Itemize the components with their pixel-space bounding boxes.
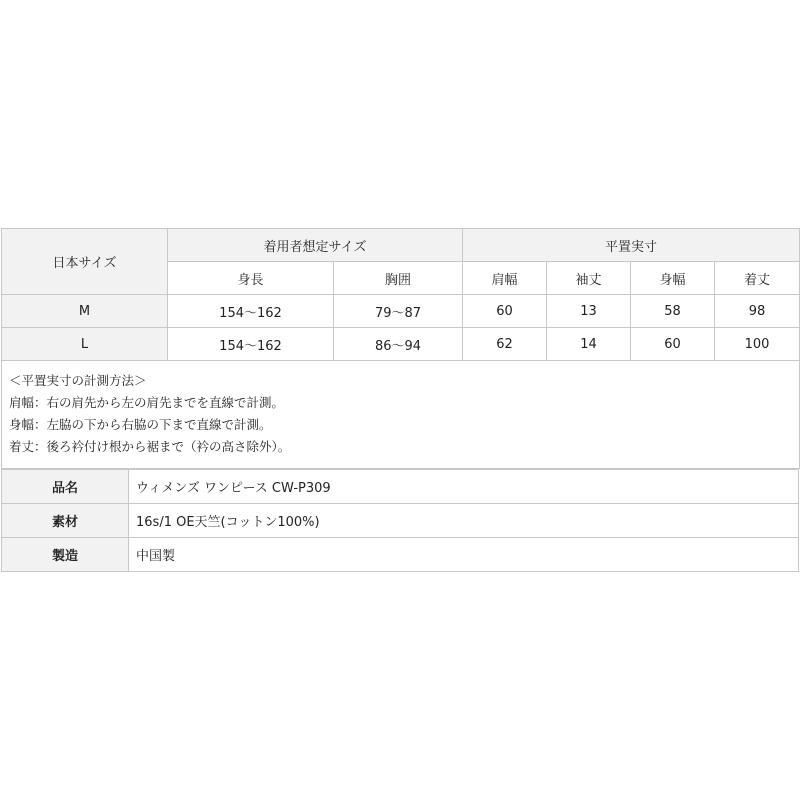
- wearer-size-header: 着用者想定サイズ: [168, 229, 463, 262]
- sleeve-length-header: 袖丈: [547, 262, 631, 295]
- table-cell: 154〜162: [168, 295, 334, 328]
- material-value: 16s/1 OE天竺(コットン100%): [129, 504, 799, 538]
- height-header: 身長: [168, 262, 334, 295]
- table-cell: 100: [715, 328, 800, 361]
- body-width-header: 身幅: [631, 262, 715, 295]
- product-name-label: 品名: [2, 470, 129, 504]
- flat-measurement-header: 平置実寸: [463, 229, 800, 262]
- table-cell: 60: [463, 295, 547, 328]
- japan-size-header: 日本サイズ: [2, 229, 168, 295]
- chest-header: 胸囲: [334, 262, 463, 295]
- product-info-table: [1, 469, 799, 572]
- table-cell: 98: [715, 295, 800, 328]
- manufacture-value: 中国製: [129, 538, 799, 572]
- note-length: 着丈：後ろ衿付け根から裾まで（衿の高さ除外）。: [9, 439, 291, 454]
- table-row: [2, 470, 799, 504]
- measurement-notes: [2, 361, 800, 469]
- table-row: [2, 538, 799, 572]
- measurement-notes-row: [2, 361, 800, 469]
- size-header-row: [2, 229, 800, 262]
- material-label: 素材: [2, 504, 129, 538]
- note-shoulder: 肩幅：右の肩先から左の肩先までを直線で計測。: [9, 395, 285, 410]
- size-label: M: [2, 295, 168, 328]
- product-name-value: ウィメンズ ワンピース CW-P309: [129, 470, 799, 504]
- total-length-header: 着丈: [715, 262, 800, 295]
- note-body-width: 身幅：左脇の下から右脇の下まで直線で計測。: [9, 417, 272, 432]
- table-row: [2, 328, 800, 361]
- table-cell: 60: [631, 328, 715, 361]
- table-cell: 79〜87: [334, 295, 463, 328]
- table-cell: 154〜162: [168, 328, 334, 361]
- manufacture-label: 製造: [2, 538, 129, 572]
- notes-title: ＜平置実寸の計測方法＞: [9, 373, 147, 388]
- table-row: [2, 504, 799, 538]
- size-label: L: [2, 328, 168, 361]
- table-cell: 14: [547, 328, 631, 361]
- table-cell: 62: [463, 328, 547, 361]
- table-cell: 13: [547, 295, 631, 328]
- size-chart-table: [1, 228, 800, 469]
- table-row: [2, 295, 800, 328]
- table-cell: 86〜94: [334, 328, 463, 361]
- shoulder-width-header: 肩幅: [463, 262, 547, 295]
- table-cell: 58: [631, 295, 715, 328]
